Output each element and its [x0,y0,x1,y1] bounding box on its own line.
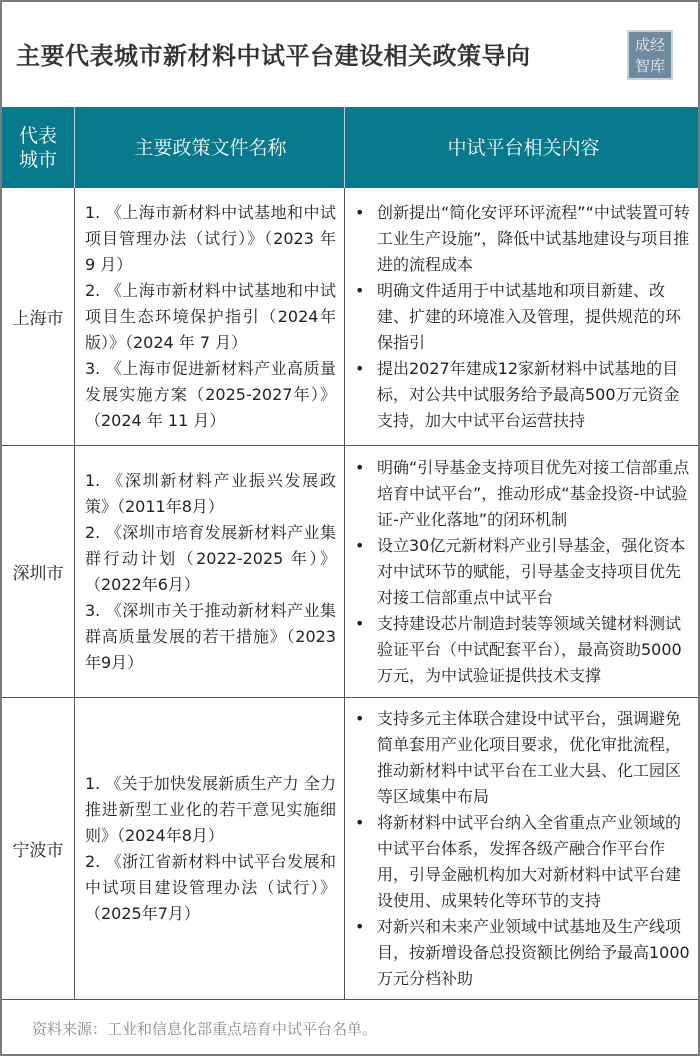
stamp-line: 智库 [634,57,665,75]
docs-cell [75,446,345,697]
content-point: • 将新材料中试平台纳入全省重点产业领域的中试平台体系，发挥各级产融合作平台作用，引导金融机构加大对新材料中试平台建设使用、成果转化等环节的支持 [355,810,692,914]
table-row [2,446,698,698]
content-point: • 明确文件适用于中试基地和项目新建、改建、扩建的环境准入及管理，提供规范的环保指引 [355,278,692,356]
policy-document: 2. 《浙江省新材料中试平台发展和中试项目建设管理办法（试行）》（2025年7月） [85,851,336,923]
content-point: • 对新兴和未来产业领域中试基地及生产线项目，按新增设备总投资额比例给予最高1000万元分档补助 [355,914,692,992]
source-note: 资料来源：工业和信息化部重点培育中试平台名单。 [32,1020,378,1038]
header-docs: 主要政策文件名称 [75,107,345,188]
content-cell [345,698,698,999]
content-point: • 支持多元主体联合建设中试平台，强调避免简单套用产业化项目要求，优化审批流程，推动新材料中试平台在工业大县、化工园区等区域集中布局 [355,706,692,810]
policy-document: 2. 《上海市新材料中试基地和中试项目生态环境保护指引（2024年版）》（2024 年 7 月） [85,280,336,352]
header-city: 代表城市 [2,107,75,188]
logo-stamp [627,30,673,80]
policy-document: 1. 《上海市新材料中试基地和中试项目管理办法（试行）》（2023 年 9 月） [85,202,336,274]
table-row [2,188,698,446]
policy-document: 1. 《关于加快发展新质生产力 全力推进新型工业化的若干意见实施细则》（2024年8月） [85,773,336,845]
content-point: • 明确“引导基金支持项目优先对接工信部重点培育中试平台”，推动形成“基金投资-中试验证-产业化落地”的闭环机制 [355,455,692,533]
city-cell: 上海市 [2,188,75,445]
docs-cell [75,188,345,445]
policy-document: 1. 《深圳新材料产业振兴发展政策》（2011年8月） [85,470,336,516]
policy-document: 3. 《上海市促进新材料产业高质量发展实施方案（2025-2027年）》（2024 年 11 月） [85,358,336,430]
content-point: • 设立30亿元新材料产业引导基金，强化资本对中试环节的赋能，引导基金支持项目优先对接工信部重点中试平台 [355,533,692,611]
city-cell: 深圳市 [2,446,75,697]
content-point: • 支持建设芯片制造封装等领域关键材料测试验证平台（中试配套平台），最高资助5000万元，为中试验证提供技术支撑 [355,611,692,689]
docs-cell [75,698,345,999]
policy-document: 2. 《深圳市培育发展新材料产业集群行动计划（2022-2025 年）》（2022年6月） [85,522,336,594]
policy-table [2,107,698,1000]
stamp-line: 成经 [634,36,665,54]
table-row [2,698,698,1000]
header-content: 中试平台相关内容 [447,136,600,159]
city-cell: 宁波市 [2,698,75,999]
page-title: 主要代表城市新材料中试平台建设相关政策导向 [16,42,531,70]
content-cell [345,446,698,697]
policy-document: 3. 《深圳市关于推动新材料产业集群高质量发展的若干措施》（2023年9月） [85,600,336,672]
content-point: • 提出2027年建成12家新材料中试基地的目标，对公共中试服务给予最高500万元资金支持，加大中试平台运营扶持 [355,356,692,434]
table-header [2,107,698,188]
content-cell [345,188,698,445]
content-point: • 创新提出“简化安评环评流程”“中试装置可转工业生产设施”，降低中试基地建设与项目推进的流程成本 [355,200,692,278]
